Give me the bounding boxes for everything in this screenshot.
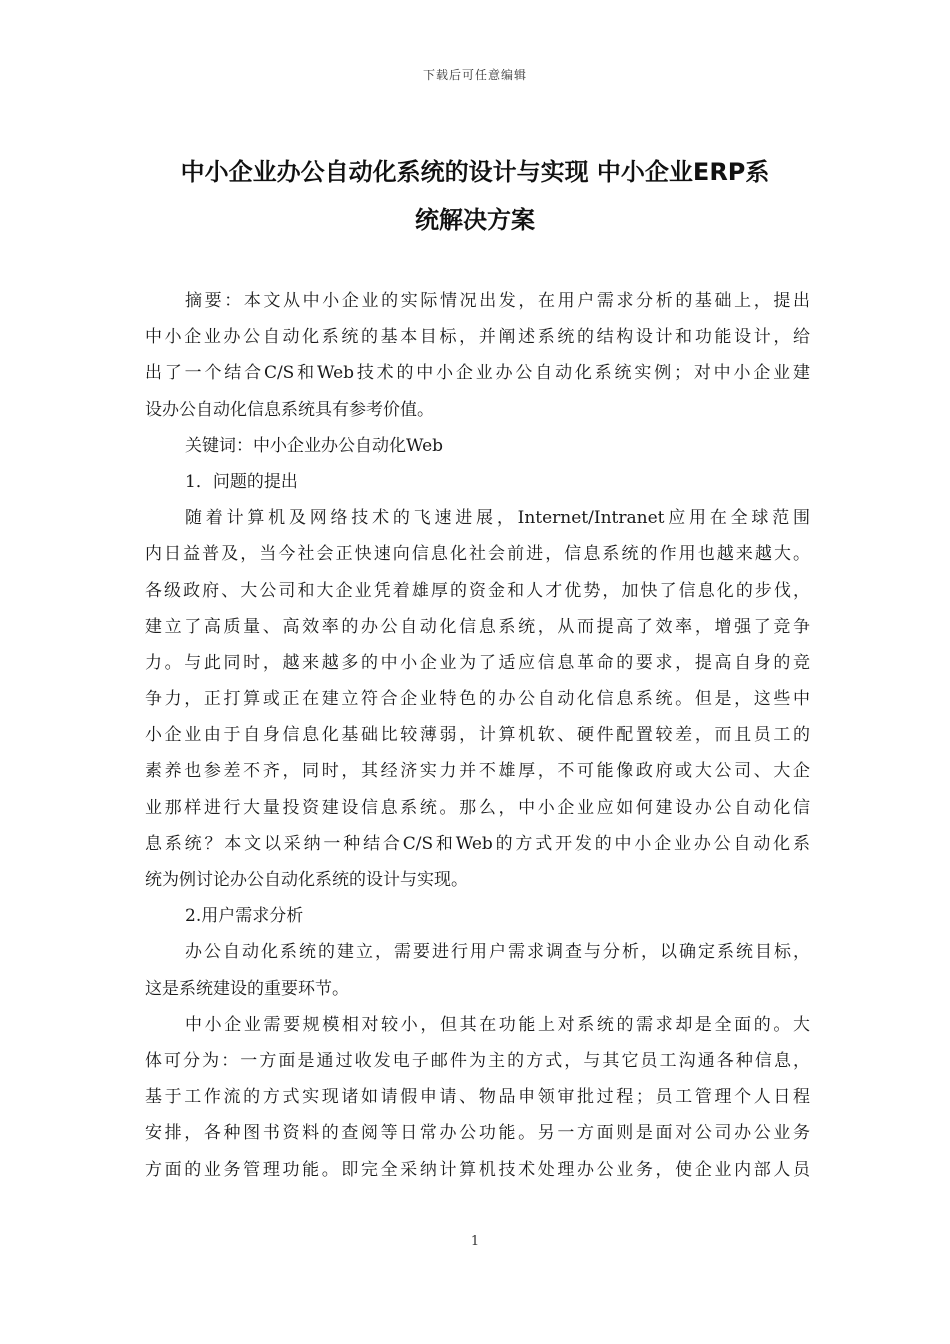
body-line: 办公自动化系统的建立，需要进行用户需求调查与分析，以确定系统目标， — [185, 942, 810, 963]
title-line-2: 统解决方案 — [415, 206, 535, 234]
title-line-1: 中小企业办公自动化系统的设计与实现 中小企业ERP系 — [180, 158, 770, 186]
body-line: 建立了高质量、高效率的办公自动化信息系统，从而提高了效率，增强了竞争 — [145, 616, 810, 637]
body-line: 统为例讨论办公自动化系统的设计与实现。 — [145, 870, 468, 890]
body-line: 力。与此同时，越来越多的中小企业为了适应信息革命的要求，提高自身的竞 — [145, 652, 810, 673]
body-line: 息系统？本文以采纳一种结合C/S和Web的方式开发的中小企业办公自动化系 — [145, 833, 810, 854]
body-line: 随着计算机及网络技术的飞速进展，Internet/Intranet应用在全球范围 — [185, 508, 810, 529]
body-line: 安排，各种图书资料的查阅等日常办公功能。另一方面则是面对公司办公业务 — [145, 1123, 810, 1144]
body-line: 争力，正打算或正在建立符合企业特色的办公自动化信息系统。但是，这些中 — [145, 689, 810, 710]
body-line: 素养也参差不齐，同时，其经济实力并不雄厚，不可能像政府或大公司、大企 — [145, 761, 810, 782]
body-line: 中小企业办公自动化系统的基本目标，并阐述系统的结构设计和功能设计，给 — [145, 327, 810, 348]
body-line: 基于工作流的方式实现诸如请假申请、物品申领审批过程；员工管理个人日程 — [145, 1087, 810, 1108]
body-line: 设办公自动化信息系统具有参考价值。 — [145, 399, 434, 420]
body-line: 中小企业需要规模相对较小，但其在功能上对系统的需求却是全面的。大 — [185, 1014, 810, 1035]
body-line: 业那样进行大量投资建设信息系统。那么，中小企业应如何建设办公自动化信 — [145, 797, 810, 818]
body-line: 摘要：本文从中小企业的实际情况出发，在用户需求分析的基础上，提出 — [185, 291, 810, 311]
page-number: 1 — [470, 1234, 480, 1249]
body-line: 出了一个结合C/S和Web技术的中小企业办公自动化系统实例；对中小企业建 — [145, 363, 810, 384]
body-line: 小企业由于自身信息化基础比较薄弱，计算机软、硬件配置较差，而且员工的 — [145, 725, 810, 746]
document-title — [145, 148, 805, 244]
body-line: 关键词：中小企业办公自动化Web — [185, 435, 444, 456]
body-line: 这是系统建设的重要环节。 — [145, 978, 349, 999]
body-line: 各级政府、大公司和大企业凭着雄厚的资金和人才优势，加快了信息化的步伐， — [145, 580, 810, 601]
body-line: 内日益普及，当今社会正快速向信息化社会前进，信息系统的作用也越来越大。 — [145, 544, 810, 565]
body-line: 2.用户需求分析 — [185, 906, 304, 927]
body-text — [145, 283, 810, 1188]
body-line: 体可分为：一方面是通过收发电子邮件为主的方式，与其它员工沟通各种信息， — [145, 1050, 810, 1071]
header-note: 下载后可任意编辑 — [422, 68, 527, 82]
body-line: 1．问题的提出 — [185, 471, 298, 492]
body-line: 方面的业务管理功能。即完全采纳计算机技术处理办公业务，使企业内部人员 — [145, 1159, 810, 1180]
